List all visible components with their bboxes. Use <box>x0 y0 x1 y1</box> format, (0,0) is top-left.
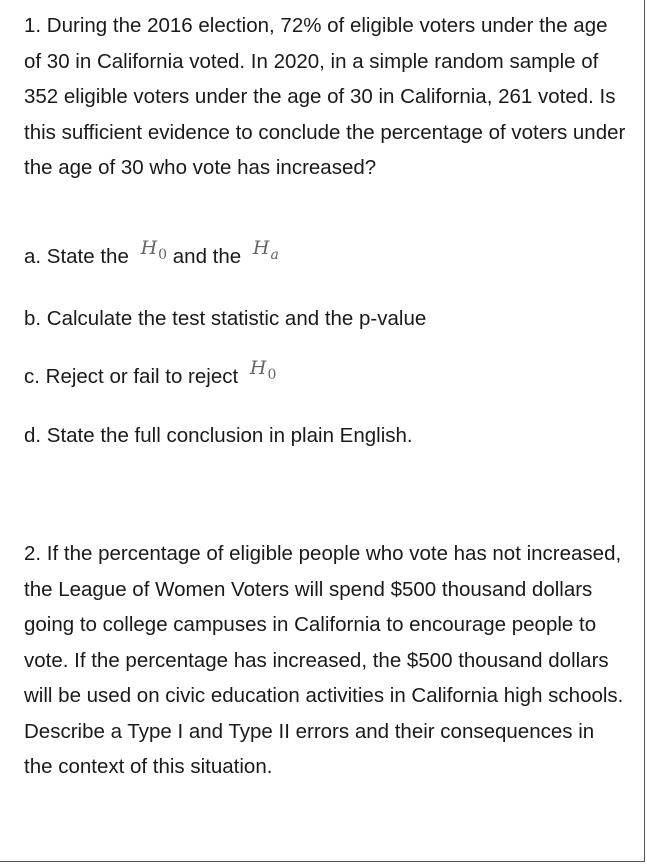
question-2-text: 2. If the percentage of eligible people who vote has not increased, the League of Women Voters will spend $500 thousand dollars going to college campuses in California to encourage people to vote. If the percentage has increased, the $500 thousand dollars will be used on civic education activities in California high schools. Describe a Type I and Type II errors and their consequences in the context of this situation. <box>24 542 624 778</box>
part-a-prefix: a. State the <box>24 245 129 268</box>
part-a <box>24 237 279 274</box>
null-hypothesis-symbol: $H_0$ <box>249 357 277 383</box>
part-a-middle: and the <box>172 245 242 268</box>
part-c-prefix: c. Reject or fail to reject <box>24 365 239 388</box>
part-b: b. Calculate the test statistic and the p-value <box>24 307 427 330</box>
alternative-hypothesis-symbol: $H_a$ <box>252 237 279 263</box>
question-1-text: 1. During the 2016 election, 72% of eligible voters under the age of 30 in California voted. In 2020, in a simple random sample of 352 eligible voters under the age of 30 in California, 261 voted. Is this sufficient evidence to conclude the percentage of voters under the age of 30 who vote has increased? <box>24 14 626 179</box>
part-d: d. State the full conclusion in plain English. <box>24 424 413 447</box>
part-c <box>24 357 277 394</box>
null-hypothesis-symbol: $H_0$ <box>140 237 168 263</box>
